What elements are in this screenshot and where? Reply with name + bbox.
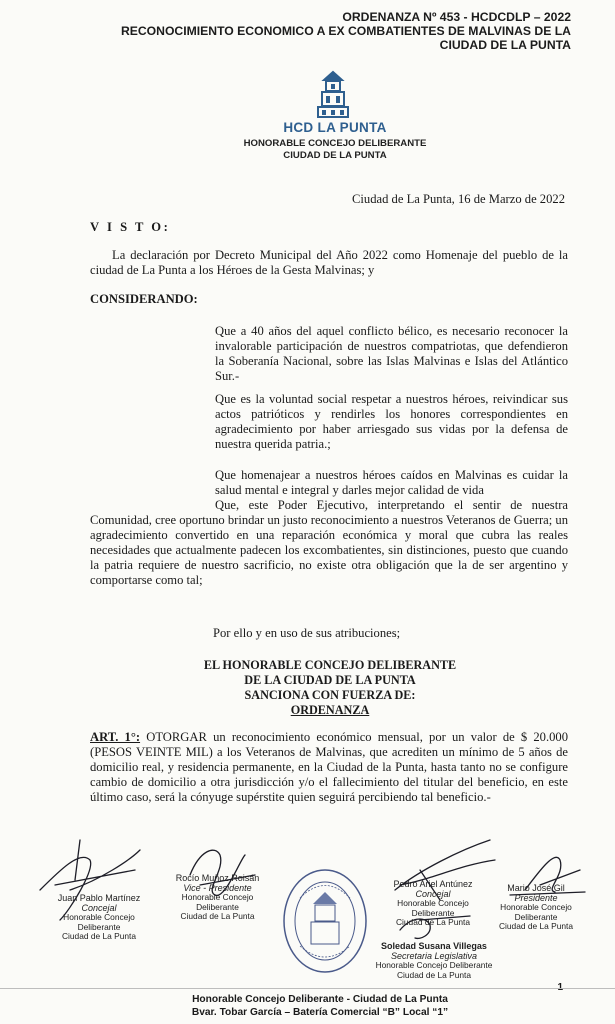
signature-block-4: [482, 884, 590, 932]
article-1-text: un reconocimiento económico mensual, por un valor de $ 20.000 (PESOS VEINTE MIL) a los Veteranos de Malvinas, que acrediten un mínimo de 5 años de domicilio real, y residencia permanente, en la Ciudad de la Punta, hasta tanto no se configure cambio de domicilio a otra jurisdicción y/o el fallecimiento del titular del beneficio, en este último caso, será la cónyuge supérstite quien seguirá percibiendo tal beneficio.-: [90, 730, 568, 804]
considerando-heading: CONSIDERANDO:: [90, 292, 198, 306]
signer-org: Honorable Concejo Deliberante: [500, 902, 572, 922]
signer-city: Ciudad de La Punta: [396, 969, 472, 980]
signature-block-1: [44, 894, 154, 942]
signer-role: Concejal: [415, 888, 451, 899]
visto-paragraph: La declaración por Decreto Municipal del Año 2022 como Homenaje del pueblo de la ciudad de La Punta a los Héroes de la Gesta Malvinas; y: [90, 248, 568, 277]
logo-subtitle-line2: CIUDAD DE LA PUNTA: [283, 149, 387, 161]
signer-role: Vice - Presidente: [183, 882, 252, 893]
considerando-paragraph-1: Que a 40 años del aquel conflicto bélico, es necesario reconocer la invalorable participación de nuestros compatriotas, que defendieron la Soberanía Nacional, sobre las Islas Malvinas e Islas del Atlántico Sur.-: [215, 324, 568, 383]
ordinance-title-line1: RECONOCIMIENTO ECONOMICO A EX COMBATIENTES DE MALVINAS DE LA: [120, 24, 571, 38]
signature-block-2: [160, 874, 275, 922]
page-footer: [120, 994, 520, 1019]
council-seal-icon: [282, 868, 368, 974]
signature-block-3: [378, 880, 488, 928]
signer-name: Pedro Ariel Antúnez: [393, 879, 473, 889]
signature-block-5: [374, 942, 494, 980]
signer-name: Juan Pablo Martínez: [57, 893, 141, 903]
article-1: [90, 730, 568, 805]
council-building-icon: [316, 70, 350, 120]
signer-role: Presidente: [514, 892, 558, 903]
signer-city: Ciudad de La Punta: [395, 917, 471, 927]
signer-role: Concejal: [81, 902, 117, 913]
article-1-label: ART. 1°:: [90, 730, 141, 744]
signer-city: Ciudad de La Punta: [61, 931, 137, 941]
logo-subtitle-line1: HONORABLE CONCEJO DELIBERANTE: [243, 138, 427, 149]
considerando-paragraph-3: Que homenajear a nuestros héroes caídos en Malvinas es cuidar la salud mental e integral y darles mejor calidad de vida: [215, 468, 568, 497]
por-ello-line: Por ello y en uso de sus atribuciones;: [213, 626, 401, 640]
signer-org: Honorable Concejo Deliberante: [181, 892, 254, 912]
council-logo-name: HCD LA PUNTA: [283, 120, 387, 135]
document-header: [51, 10, 571, 52]
considerando-paragraph-4: Que, este Poder Ejecutivo, interpretando el sentir de nuestra Comunidad, cree oportuno brindar un justo reconocimiento a nuestros Veteranos de Guerra; un agradecimiento convertido en una reparación económica y moral que cubra las reales necesidades que actualmente padecen los excombatientes, sin distinciones, puesto que cuando la patria requiere de nuestro sacrificio, no existe otra obligación que la de ser argentino y comportarse como tal;: [90, 498, 568, 587]
council-logo-subtitle: [200, 138, 470, 161]
document-date: Ciudad de La Punta, 16 de Marzo de 2022: [352, 192, 565, 206]
sanciona-line-3: SANCIONA CON FUERZA DE:: [244, 688, 416, 702]
signer-org: Honorable Concejo Deliberante: [397, 898, 469, 918]
ordinance-title-line2: CIUDAD DE LA PUNTA: [439, 38, 571, 52]
sanciona-line-1: EL HONORABLE CONCEJO DELIBERANTE: [203, 658, 457, 672]
signer-name: Mario José Gil: [507, 883, 565, 893]
footer-divider: [0, 988, 615, 989]
considerando-paragraph-2: Que es la voluntad social respetar a nuestros héroes, reivindicar sus actos patrióticos y rendirles los honores correspondientes en agradecimiento por haber arriesgado sus vidas por la defensa de nuestra querida patria.;: [215, 392, 568, 451]
signer-name: Soledad Susana Villegas: [381, 941, 487, 951]
signer-name: Rocío Muñoz Roisán: [175, 873, 260, 883]
ordinance-number: ORDENANZA Nº 453 - HCDCDLP – 2022: [342, 10, 571, 24]
signer-city: Ciudad de La Punta: [498, 921, 574, 931]
sanciona-line-2: DE LA CIUDAD DE LA PUNTA: [244, 673, 416, 687]
article-1-lead: OTORGAR: [140, 730, 207, 744]
footer-line-2: Bvar. Tobar García – Batería Comercial “B” Local “1”: [191, 1006, 449, 1018]
visto-heading: V I S T O:: [90, 220, 171, 234]
signer-org: Honorable Concejo Deliberante: [63, 912, 135, 932]
sanciona-line-4: ORDENANZA: [290, 703, 370, 717]
sanciona-block: [130, 658, 530, 718]
footer-line-1: Honorable Concejo Deliberante - Ciudad de La Punta: [192, 994, 448, 1005]
signer-role: Secretaria Legislativa: [390, 950, 478, 961]
signer-city: Ciudad de La Punta: [180, 911, 255, 921]
signer-org: Honorable Concejo Deliberante: [375, 960, 493, 970]
